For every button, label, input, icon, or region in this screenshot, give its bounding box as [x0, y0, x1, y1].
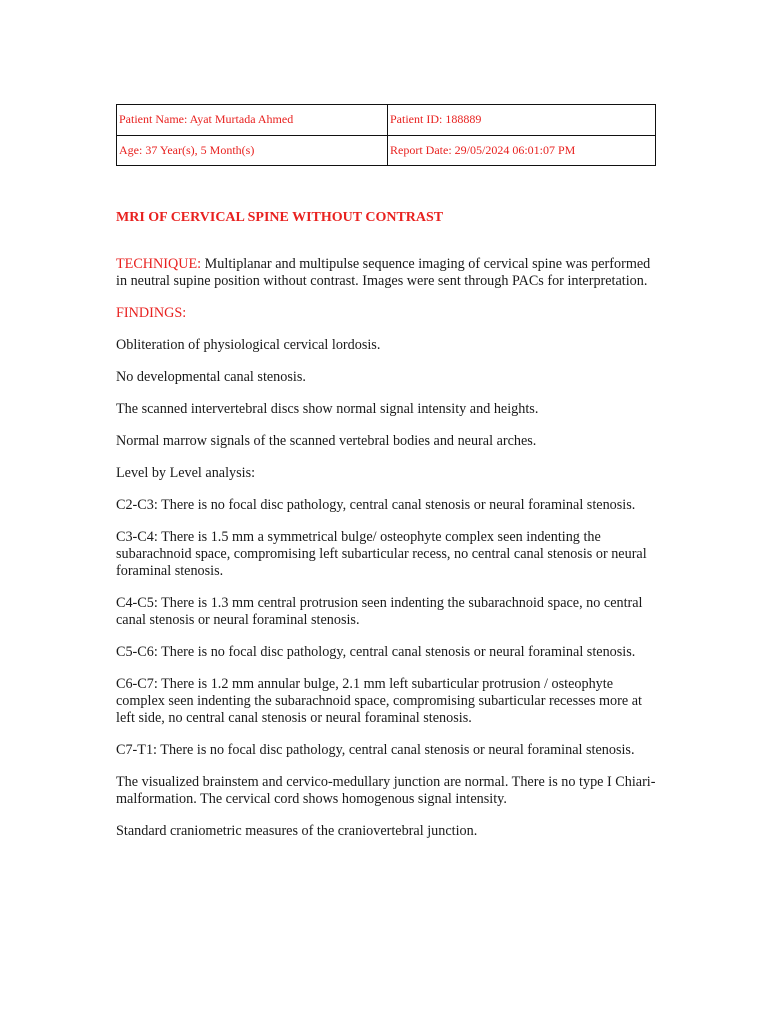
technique-text: Multiplanar and multipulse sequence imaging of cervical spine was performed in neutral supine position without contrast. Images were sent through PACs for interpretation. — [116, 256, 651, 289]
patient-info-row — [117, 105, 656, 136]
finding-item: Obliteration of physiological cervical lordosis. — [116, 337, 381, 353]
technique-label: TECHNIQUE: — [116, 256, 202, 272]
patient-name-cell: Patient Name: Ayat Murtada Ahmed — [117, 105, 388, 136]
finding-item: C6-C7: There is 1.2 mm annular bulge, 2.1 mm left subarticular protrusion / osteophyte complex seen indenting the subarachnoid space, compromising subarticular recesses more at left side, no central canal stenosis or neural foraminal stenosis. — [116, 676, 642, 726]
finding-item: Standard craniometric measures of the craniovertebral junction. — [116, 823, 478, 839]
report-title: MRI OF CERVICAL SPINE WITHOUT CONTRAST — [116, 210, 444, 225]
finding-item: C4-C5: There is 1.3 mm central protrusion seen indenting the subarachnoid space, no central canal stenosis or neural foraminal stenosis. — [116, 595, 643, 628]
finding-item: Level by Level analysis: — [116, 465, 256, 481]
finding-item: No developmental canal stenosis. — [116, 369, 306, 385]
finding-item: C7-T1: There is no focal disc pathology, central canal stenosis or neural foraminal stenosis. — [116, 742, 635, 758]
finding-item: C3-C4: There is 1.5 mm a symmetrical bulge/ osteophyte complex seen indenting the subarachnoid space, compromising left subarticular recess, no central canal stenosis or neural foraminal stenosis. — [116, 529, 647, 579]
report-body — [116, 256, 656, 855]
technique-paragraph — [116, 256, 656, 290]
patient-id-cell: Patient ID: 188889 — [388, 105, 656, 136]
finding-item: The visualized brainstem and cervico-medullary junction are normal. There is no type I Chiari- malformation. The cervical cord shows homogenous signal intensity. — [116, 774, 656, 807]
finding-item: Normal marrow signals of the scanned vertebral bodies and neural arches. — [116, 433, 537, 449]
patient-info-row — [117, 135, 656, 166]
report-date-cell: Report Date: 29/05/2024 06:01:07 PM — [388, 135, 656, 166]
finding-item: The scanned intervertebral discs show normal signal intensity and heights. — [116, 401, 539, 417]
finding-item: C5-C6: There is no focal disc pathology, central canal stenosis or neural foraminal stenosis. — [116, 644, 636, 660]
findings-heading: FINDINGS: — [116, 305, 187, 321]
finding-item: C2-C3: There is no focal disc pathology, central canal stenosis or neural foraminal stenosis. — [116, 497, 636, 513]
patient-age-cell: Age: 37 Year(s), 5 Month(s) — [117, 135, 388, 166]
patient-info-table — [116, 104, 656, 166]
